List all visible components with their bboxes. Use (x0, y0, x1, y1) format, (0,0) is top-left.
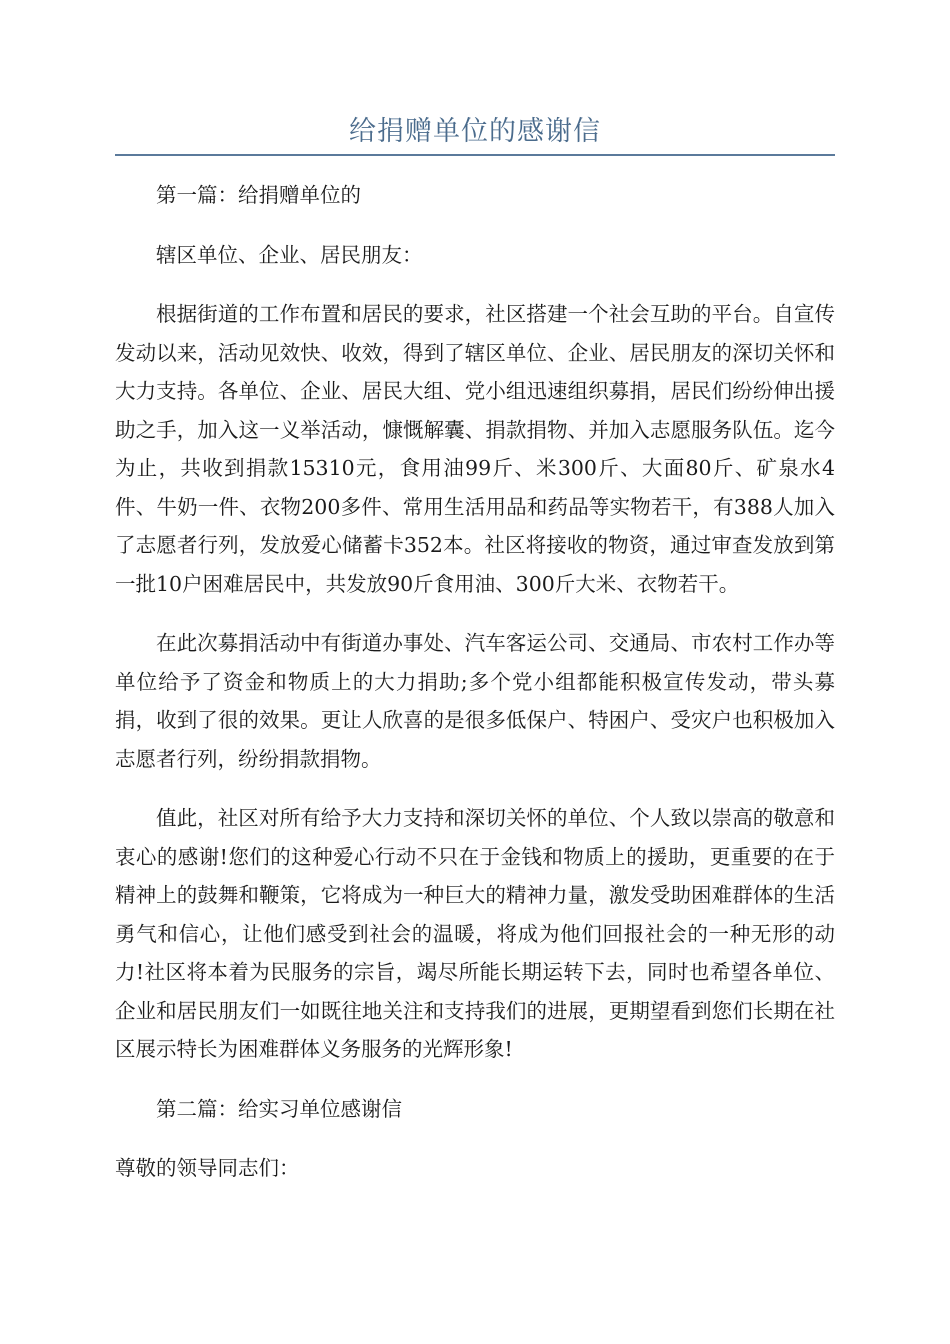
section-heading-1: 第一篇：给捐赠单位的 (156, 183, 361, 207)
body-paragraph: 在此次募捐活动中有街道办事处、汽车客运公司、交通局、市农村工作办等单位给予了资金和物质上的大力捐助;多个党小组都能积极宣传发动，带头募捐，收到了很的效果。更让人欣喜的是很多低保户、特困户、受灾户也积极加入志愿者行列，纷纷捐款捐物。 (115, 631, 835, 771)
body-paragraph: 根据街道的工作布置和居民的要求，社区搭建一个社会互助的平台。自宣传发动以来，活动见效快、收效，得到了辖区单位、企业、居民朋友的深切关怀和大力支持。各单位、企业、居民大组、党小组迅速组织募捐，居民们纷纷伸出援助之手，加入这一义举活动，慷慨解囊、捐款捐物、并加入志愿服务队伍。迄今为止，共收到捐款15310元，食用油99斤、米300斤、大面80斤、矿泉水4件、牛奶一件、衣物200多件、常用生活用品和药品等实物若干，有388人加入了志愿者行列，发放爱心储蓄卡352本。社区将接收的物资，通过审查发放到第一批10户困难居民中，共发放90斤食用油、300斤大米、衣物若干。 (115, 302, 835, 596)
salutation: 辖区单位、企业、居民朋友： (156, 242, 423, 267)
title-divider (115, 154, 835, 156)
document-body (115, 176, 835, 1209)
document-title: 给捐赠单位的感谢信 (349, 116, 601, 147)
section-heading-2: 第二篇：给实习单位感谢信 (156, 1096, 402, 1121)
body-paragraph: 值此，社区对所有给予大力支持和深切关怀的单位、个人致以崇高的敬意和衷心的感谢!您们的这种爱心行动不只在于金钱和物质上的援助，更重要的在于精神上的鼓舞和鞭策，它将成为一种巨大的精神力量，激发受助困难群体的生活勇气和信心，让他们感受到社会的温暖，将成为他们回报社会的一种无形的动力!社区将本着为民服务的宗旨，竭尽所能长期运转下去，同时也希望各单位、企业和居民朋友们一如既往地关注和支持我们的进展，更期望看到您们长期在社区展示特长为困难群体义务服务的光辉形象! (115, 806, 835, 1061)
salutation-2: 尊敬的领导同志们： (115, 1156, 300, 1180)
